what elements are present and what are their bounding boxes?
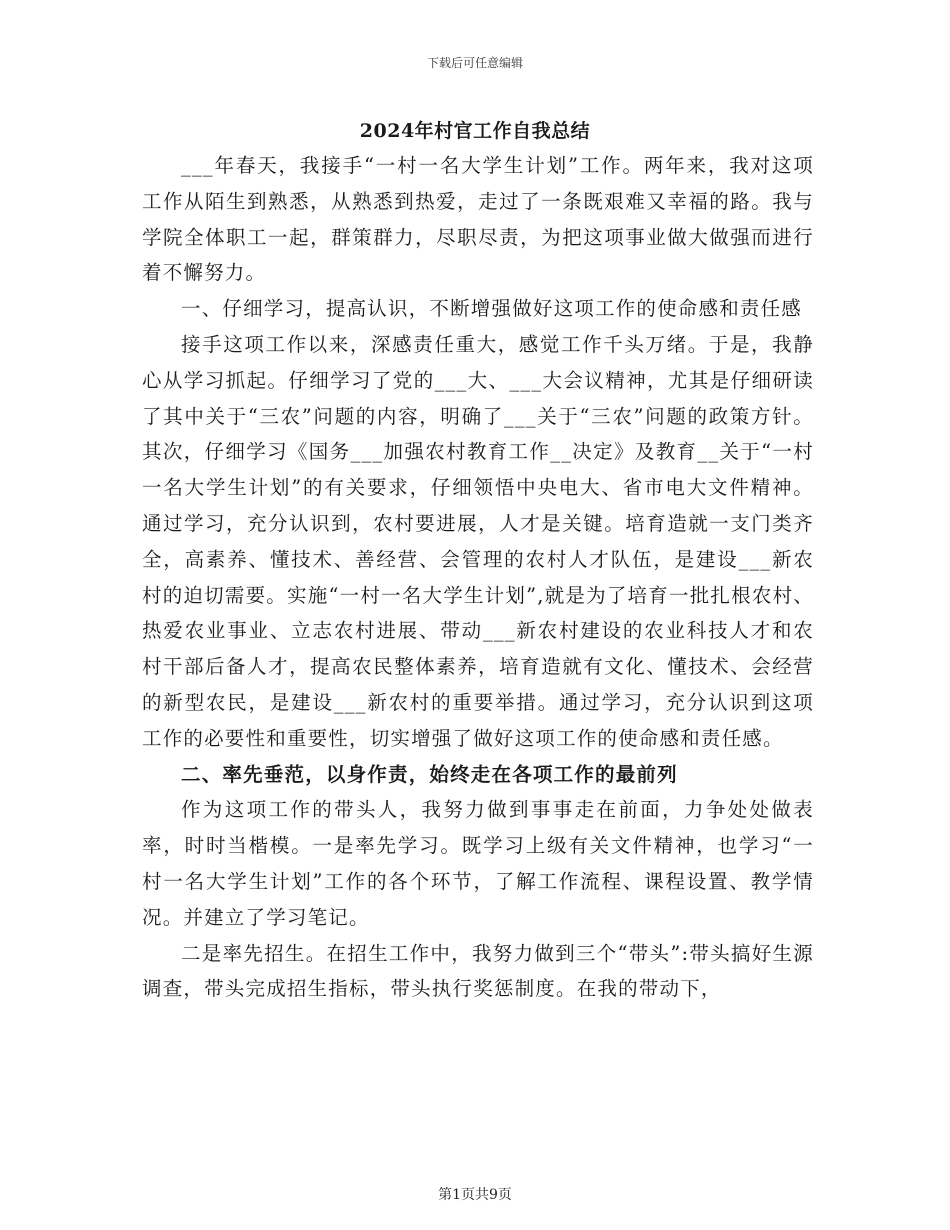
document-body [142, 148, 814, 1007]
document-title: 2024年村官工作自我总结 [359, 120, 591, 142]
header-note: 下载后可任意编辑 [426, 56, 523, 70]
page-number: 第1页共9页 [438, 1187, 512, 1203]
paragraph-leadership: 作为这项工作的带头人，我努力做到事事走在前面，力争处处做表率，时时当楷模。一是率先学习。既学习上级有关文件精神，也学习“一村一名大学生计划”工作的各个环节，了解工作流程、课程设置、教学情况。并建立了学习笔记。 [142, 798, 814, 929]
section-heading-2: 二、率先垂范，以身作责，始终走在各项工作的最前列 [181, 762, 678, 786]
paragraph-enrollment: 二是率先招生。在招生工作中，我努力做到三个“带头”:带头搞好生源调查，带头完成招生指标，带头执行奖惩制度。在我的带动下， [142, 941, 814, 1001]
section-heading-1: 一、仔细学习，提高认识，不断增强做好这项工作的使命感和责任感 [181, 297, 803, 321]
paragraph-intro: ___年春天，我接手“一村一名大学生计划”工作。两年来，我对这项工作从陌生到熟悉，从熟悉到热爱，走过了一条既艰难又幸福的路。我与学院全体职工一起，群策群力，尽职尽责，为把这项事业做大做强而进行着不懈努力。 [142, 154, 814, 285]
paragraph-study: 接手这项工作以来，深感责任重大，感觉工作千头万绪。于是，我静心从学习抓起。仔细学习了党的___大、___大会议精神，尤其是仔细研读了其中关于“三农”问题的内容，明确了___关于“三农”问题的政策方针。其次，仔细学习《国务___加强农村教育工作__决定》及教育__关于“一村一名大学生计划”的有关要求，仔细领悟中央电大、省市电大文件精神。通过学习，充分认识到，农村要进展，人才是关键。培育造就一支门类齐全，高素养、懂技术、善经营、会管理的农村人才队伍，是建设___新农村的迫切需要。实施“一村一名大学生计划”,就是为了培育一批扎根农村、热爱农业事业、立志农村进展、带动___新农村建设的农业科技人才和农村干部后备人才，提高农民整体素养，培育造就有文化、懂技术、会经营的新型农民，是建设___新农村的重要举措。通过学习，充分认识到这项工作的必要性和重要性，切实增强了做好这项工作的使命感和责任感。 [142, 332, 814, 750]
